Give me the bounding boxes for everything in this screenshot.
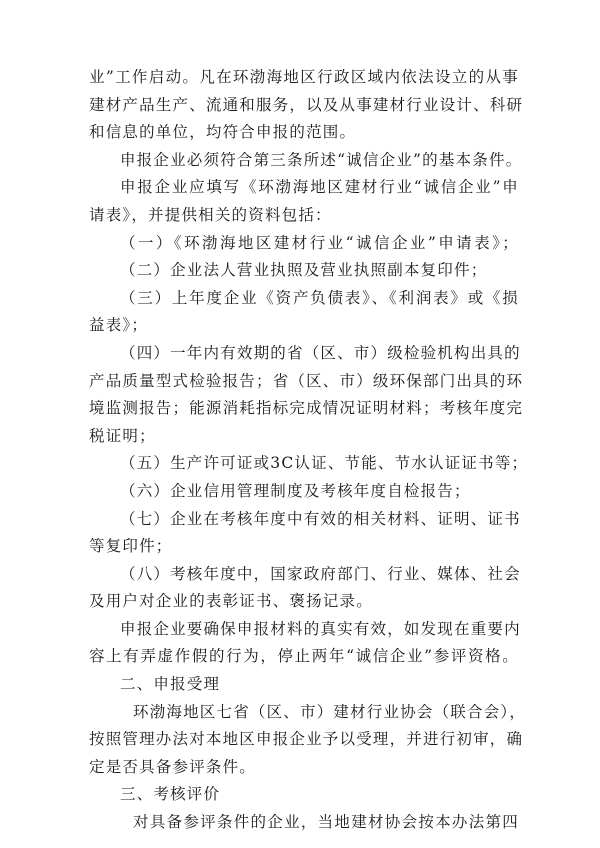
paragraph-line: 申报企业应填写《环渤海地区建材行业“诚信企业”申	[120, 178, 519, 197]
section-heading-application-acceptance: 二、申报受理	[120, 675, 221, 694]
paragraph-line: 建材产品生产、流通和服务，以及从事建材行业设计、科研	[89, 95, 524, 114]
list-item-4: （四）一年内有效期的省（区、市）级检验机构出具的	[120, 343, 521, 362]
list-item-1: （一）《环渤海地区建材行业“诚信企业”申请表》；	[120, 233, 519, 252]
list-item-4-continued: 税证明；	[89, 426, 156, 445]
paragraph-line: 定是否具备参评条件。	[89, 757, 257, 776]
list-item-8-continued: 及用户对企业的表彰证书、褒扬记录。	[89, 592, 373, 611]
paragraph-line: 业”工作启动。凡在环渤海地区行政区域内依法设立的从事	[89, 68, 519, 86]
list-item-7: （七）企业在考核年度中有效的相关材料、证明、证书	[120, 509, 521, 528]
list-item-4-continued: 境监测报告；能源消耗指标完成情况证明材料；考核年度完	[89, 399, 524, 418]
list-item-3: （三）上年度企业《资产负债表》、《利润表》或《损	[120, 288, 519, 307]
paragraph-line: 对具备参评条件的企业，当地建材协会按本办法第四	[133, 813, 519, 832]
list-item-4-continued: 产品质量型式检验报告；省（区、市）级环保部门出具的环	[89, 371, 524, 390]
section-heading-assessment-evaluation: 三、考核评价	[120, 785, 221, 804]
paragraph-line: 容上有弄虚作假的行为，停止两年“诚信企业”参评资格。	[89, 647, 519, 666]
list-item-8: （八）考核年度中，国家政府部门、行业、媒体、社会	[120, 564, 521, 583]
list-item-6: （六）企业信用管理制度及考核年度自检报告；	[120, 481, 471, 500]
document-body	[89, 64, 529, 837]
paragraph-line: 环渤海地区七省（区、市）建材行业协会（联合会），	[133, 702, 527, 721]
list-item-7-continued: 等复印件；	[89, 537, 173, 556]
paragraph-line: 按照管理办法对本地区申报企业予以受理，并进行初审，确	[89, 730, 524, 749]
paragraph-line: 申报企业必须符合第三条所述“诚信企业”的基本条件。	[120, 150, 523, 169]
list-item-3-continued: 益表》；	[89, 316, 149, 335]
list-item-2: （二）企业法人营业执照及营业执照副本复印件；	[120, 261, 488, 280]
paragraph-line: 请表》，并提供相关的资料包括：	[89, 205, 332, 224]
paragraph-line: 申报企业要确保申报材料的真实有效，如发现在重要内	[120, 619, 521, 638]
paragraph-line: 和信息的单位，均符合申报的范围。	[89, 123, 357, 142]
list-item-5: （五）生产许可证或3C认证、节能、节水认证证书等；	[120, 454, 529, 473]
